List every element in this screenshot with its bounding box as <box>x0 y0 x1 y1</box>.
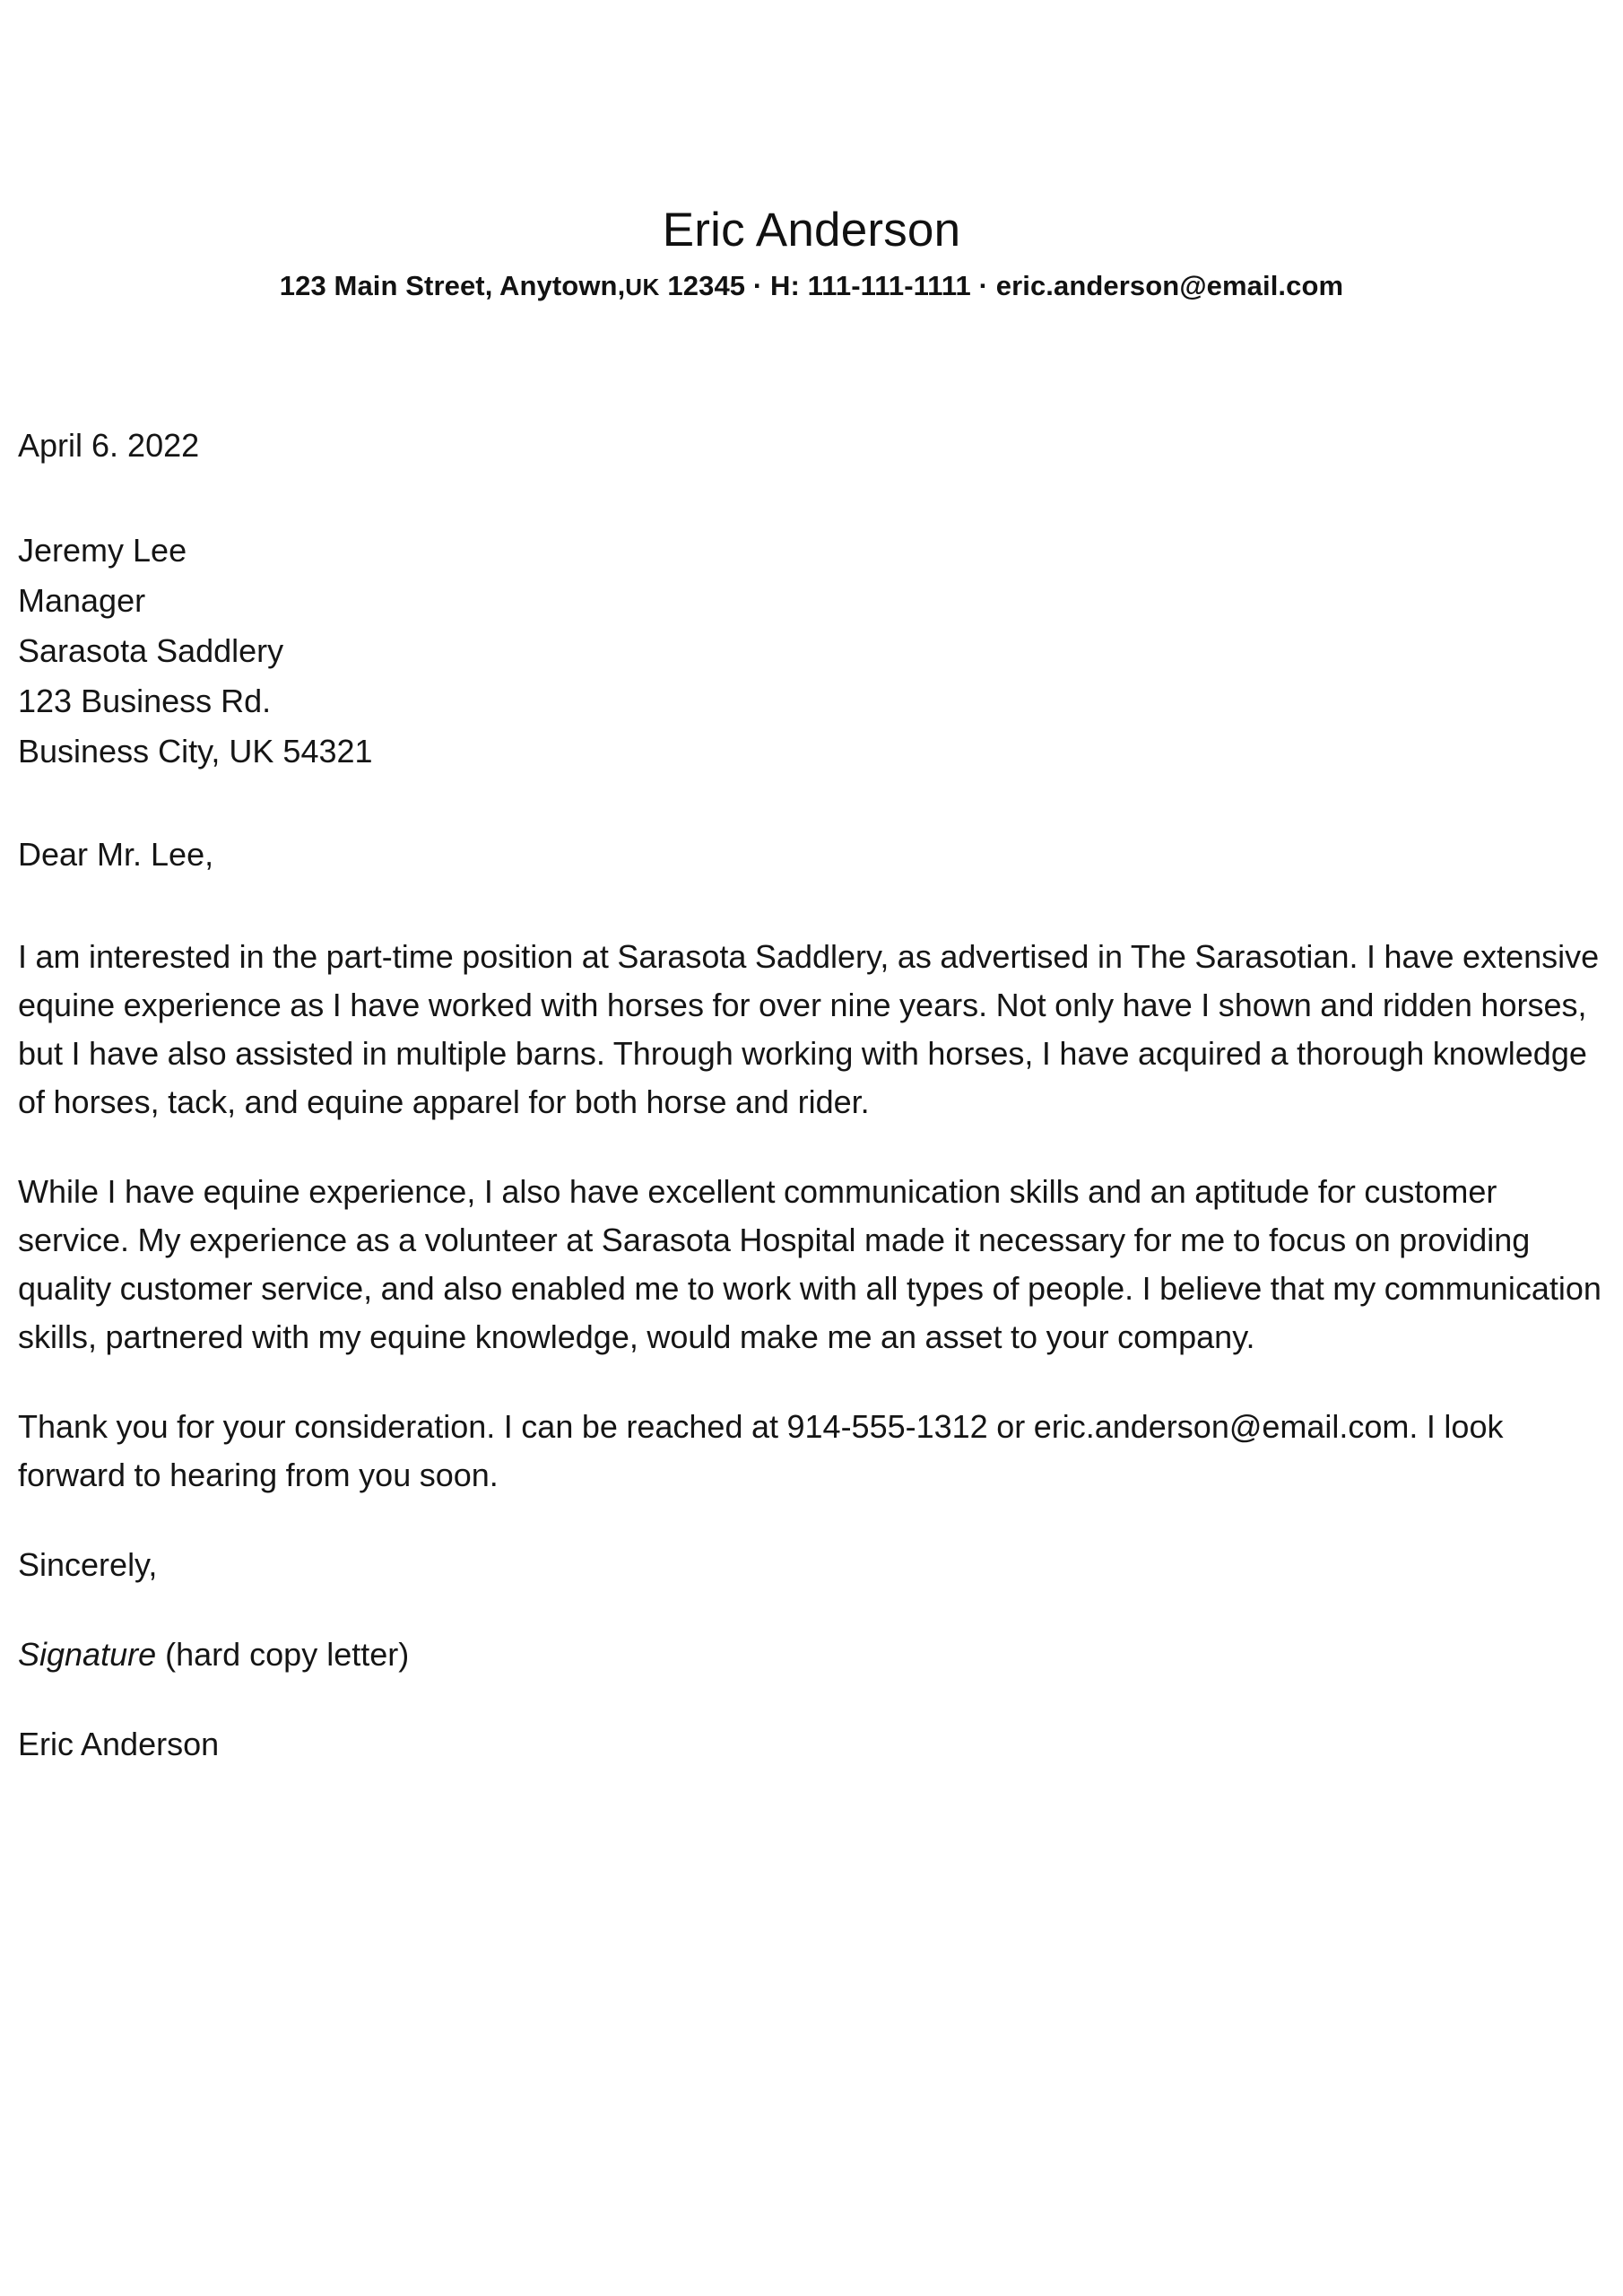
body-paragraph-2: While I have equine experience, I also have excellent communication skills and an aptitude for customer service. My experience as a volunteer at Sarasota Hospital made it necessary for me to focus on providing quality customer service, and also enabled me to work with all types of people. I believe that my communication skills, partnered with my equine knowledge, would make me an asset to your company. <box>18 1173 1601 1355</box>
recipient-city-state-zip: Business City, UK 54321 <box>18 733 373 770</box>
body-paragraph-3: Thank you for your consideration. I can be reached at 914-555-1312 or eric.anderson@email.com. I look forward to hearing from you soon. <box>18 1408 1504 1493</box>
contact-street-city: 123 Main Street, Anytown, <box>279 270 626 301</box>
salutation: Dear Mr. Lee, <box>18 836 214 873</box>
sign-off-name: Eric Anderson <box>18 1726 220 1762</box>
sender-contact-line <box>0 266 1623 307</box>
letter-date: April 6. 2022 <box>18 427 200 464</box>
letterhead <box>0 202 1623 307</box>
signature-placeholder <box>18 1631 1610 1679</box>
signature-note-rest: (hard copy letter) <box>156 1636 410 1673</box>
contact-country: UK <box>625 274 660 300</box>
contact-zip-phone-email: 12345 · H: 111-111-1111 · eric.anderson@email.com <box>667 270 1344 301</box>
letter-body <box>18 422 1610 1769</box>
recipient-name: Jeremy Lee <box>18 532 187 569</box>
sender-name: Eric Anderson <box>662 204 961 257</box>
body-paragraph-1: I am interested in the part-time position at Sarasota Saddlery, as advertised in The Sarasotian. I have extensive equine experience as I have worked with horses for over nine years. Not only have I shown and ridden horses, but I have also assisted in multiple barns. Through working with horses, I have acquired a thorough knowledge of horses, tack, and equine apparel for both horse and rider. <box>18 938 1600 1120</box>
recipient-address-block <box>18 526 1610 777</box>
signature-italic-label: Signature <box>18 1636 157 1673</box>
recipient-title: Manager <box>18 582 146 619</box>
recipient-company: Sarasota Saddlery <box>18 632 284 669</box>
recipient-street: 123 Business Rd. <box>18 683 272 719</box>
closing-salutation: Sincerely, <box>18 1546 158 1583</box>
